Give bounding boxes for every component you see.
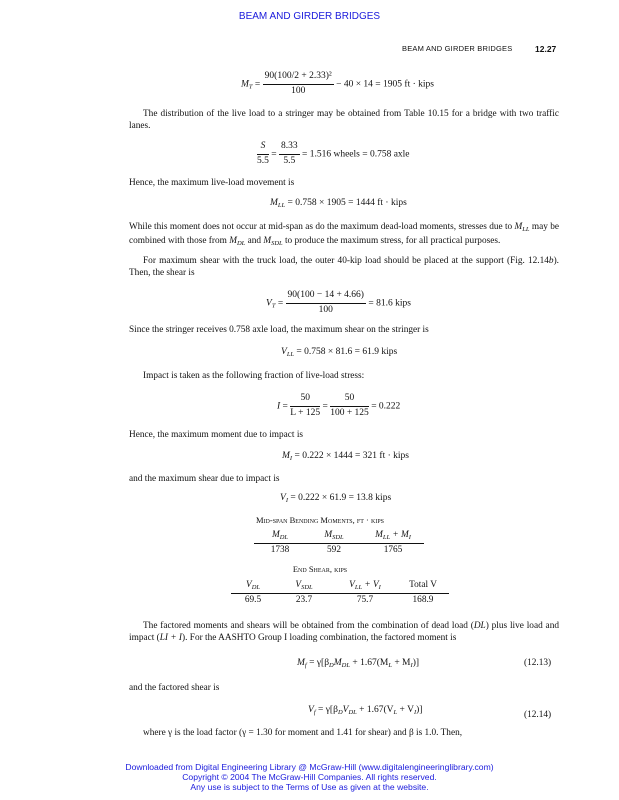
- header-vll-vi: $V_{LL} + V_I$: [349, 580, 381, 591]
- paragraph-live-load: The distribution of the live load to a stringer may be obtained from Table 10.15 for a bridge with two traffic lanes.: [129, 109, 559, 131]
- equation-vll: $V_{LL} = 0.758 \times 81.6 = 61.9$ kips: [281, 347, 398, 358]
- table-cell: 69.5: [244, 595, 262, 606]
- header-mdl: $M_{DL}$: [271, 530, 289, 541]
- header-vdl: $V_{DL}$: [246, 580, 260, 591]
- paragraph-impact-moment: Hence, the maximum moment due to impact is: [129, 430, 304, 440]
- paragraph-load-factor: where γ is the load factor (γ = 1.30 for moment and 1.41 for shear) and β is 1.0. Then,: [143, 728, 463, 738]
- paragraph-factored-shear: and the factored shear is: [129, 683, 220, 693]
- equation-s: $\frac{S}{5.5}$ = $\frac{8.33}{5.5}$ = 1.516 wheels = 0.758 axle: [257, 141, 410, 166]
- paragraph-impact-shear: and the maximum shear due to impact is: [129, 474, 280, 484]
- equation-mll: $M_{LL} = 0.758 \times 1905 = 1444$ ft · kips: [270, 198, 407, 209]
- running-header: BEAM AND GIRDER BRIDGES: [402, 44, 513, 53]
- table-cell: 23.7: [295, 595, 313, 606]
- table-cell: 592: [327, 545, 341, 556]
- midspan-moments-table: [254, 529, 424, 558]
- table-cell: 1765: [383, 545, 403, 556]
- paragraph-impact: Impact is taken as the following fraction of live-load stress:: [143, 371, 365, 381]
- table-header-row: [231, 579, 449, 594]
- paragraph-factored: The factored moments and shears will be obtained from the combination of dead load (DL) plus live load and impact (LI + I). For the AASHTO Group I loading combination, the factored moment is: [129, 621, 559, 643]
- table-row: [231, 594, 449, 608]
- equation-number: (12.14): [524, 710, 552, 720]
- equation-mi: $M_I = 0.222 \times 1444 = 321$ ft · kips: [282, 451, 409, 462]
- header-mll-mi: $M_{LL} + M_I$: [375, 530, 411, 541]
- header-vsdl: $V_{SDL}$: [295, 580, 313, 591]
- paragraph-stringer-shear: Since the stringer receives 0.758 axle load, the maximum shear on the stringer is: [129, 325, 429, 335]
- equation-vf: $V_f = \gamma[\beta_DV_{DL} + 1.67(V_L + V_I)]$: [308, 705, 423, 716]
- table2-caption: End Shear, kips: [292, 564, 348, 574]
- equation-number: (12.13): [524, 658, 552, 668]
- table-cell: 168.9: [412, 595, 434, 606]
- equation-vt: $V_T$ = $\frac{90(100 - 14 + 4.66)}{100}$ = 81.6 kips: [266, 290, 411, 315]
- paragraph-hence-live: Hence, the maximum live-load movement is: [129, 178, 295, 188]
- page-number: 12.27: [535, 44, 557, 54]
- header-total-v: Total V: [409, 580, 437, 591]
- fraction: $\frac{\text{90(100/2 + 2.33)²}}{100}$: [264, 71, 332, 96]
- table-row: [254, 544, 424, 558]
- footer-copyright: Copyright © 2004 The McGraw-Hill Companies. All rights reserved.: [182, 772, 437, 782]
- equation-vi: $V_I = 0.222 \times 61.9 = 13.8$ kips: [280, 493, 392, 504]
- footer-download-link[interactable]: Downloaded from Digital Engineering Library @ McGraw-Hill (www.digitalengineeringlibrary.com): [125, 762, 494, 772]
- paragraph-moment-midspan: While this moment does not occur at mid-span as do the maximum dead-load moments, stresses due to $M_{LL}$ may be combined with those from $M_{DL}$ and $M_{SDL}$ to produce the maximum stress, for all practical purposes.: [129, 222, 559, 247]
- table-cell: 1738: [270, 545, 290, 556]
- table1-caption: Mid-span Bending Moments, ft · kips: [256, 515, 384, 525]
- top-banner: BEAM AND GIRDER BRIDGES: [238, 11, 381, 22]
- table-cell: 75.7: [356, 595, 374, 606]
- equation-mf: $M_f = \gamma[\beta_DM_{DL} + 1.67(M_L + M_I)]$: [297, 658, 420, 669]
- paragraph-max-shear: For maximum shear with the truck load, the outer 40-kip load should be placed at the support (Fig. 12.14b). Then, the shear is: [129, 256, 559, 278]
- end-shear-table: [231, 579, 449, 608]
- header-msdl: $M_{SDL}$: [324, 530, 344, 541]
- equation-mt: $M_T$ = $\frac{\text{90(100/2 + 2.33)²}}{100}$ − 40 × 14 = 1905 ft · kips: [241, 71, 434, 96]
- footer-terms[interactable]: Any use is subject to the Terms of Use as given at the website.: [190, 782, 429, 792]
- table-header-row: [254, 529, 424, 544]
- equation-impact: I = $\frac{50}{L + 125}$ = $\frac{50}{100 + 125}$ = 0.222: [277, 393, 401, 418]
